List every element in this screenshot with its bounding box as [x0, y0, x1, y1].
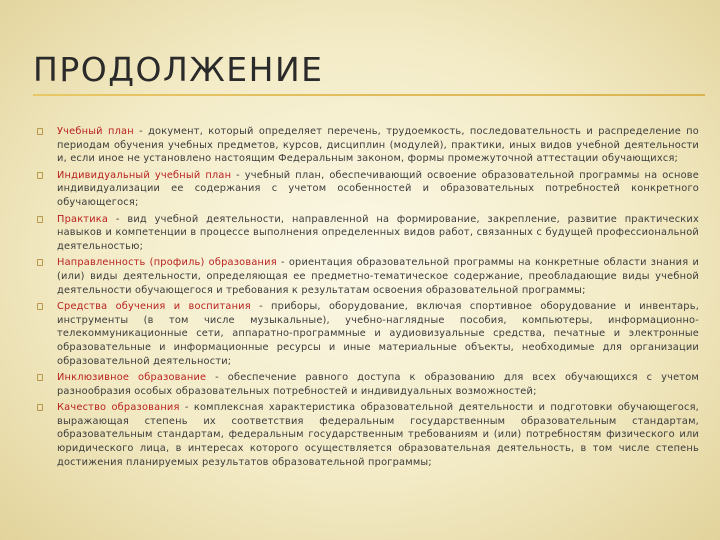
definition-term: Учебный план — [57, 126, 134, 137]
definition-term: Направленность (профиль) образования — [57, 257, 277, 269]
square-bullet-icon — [37, 303, 43, 310]
square-bullet-icon — [37, 216, 43, 223]
definition-text: - учебный план, обеспечивающий освоение образовательной программы на основе индивидуализации ее содержания с учетом особенностей и образовательных потребностей конкретного обучающегося; — [57, 169, 699, 208]
square-bullet-icon — [37, 128, 43, 135]
definition-term: Качество образования — [57, 402, 180, 414]
list-item — [37, 401, 699, 469]
square-bullet-icon — [37, 172, 43, 179]
definition-term: Практика — [57, 213, 109, 225]
page-title: ПРОДОЛЖЕНИЕ — [33, 50, 324, 89]
definition-text: - ориентация образовательной программы на конкретные области знания и (или) виды деятельности, определяющая ее предметно-тематическое содержание, преобладающие виды учебной деятельности обучающегося и требования к результатам освоения образовательной программы; — [57, 257, 700, 296]
definition-text: - приборы, оборудование, включая спортивное оборудование и инвентарь, инструменты (в том числе музыкальные), учебно-наглядные пособия, компьютеры, информационно-телекоммуникационные сети, аппаратно-программные и аудиовизуальные средства, печатные и электронные образовательные и информационные ресурсы и иные материальные объекты, необходимые для организации образовательной деятельности; — [57, 301, 700, 367]
list-item — [37, 300, 699, 368]
list-item — [37, 371, 699, 398]
definition-text: - вид учебной деятельности, направленной на формирование, закрепление, развитие практических навыков и компетенции в процессе выполнения определенных видов работ, связанных с будущей профессиональной деятельностью; — [57, 213, 699, 252]
definition-term: Индивидуальный учебный план — [57, 169, 232, 181]
definition-term: Средства обучения и воспитания — [57, 301, 251, 313]
square-bullet-icon — [37, 259, 43, 266]
definition-term: Инклюзивное образование — [57, 372, 207, 384]
list-item — [37, 213, 699, 254]
list-item — [37, 169, 699, 210]
list-item — [37, 256, 699, 297]
square-bullet-icon — [37, 404, 43, 411]
definition-text: - обеспечение равного доступа к образованию для всех обучающихся с учетом разнообразия особых образовательных потребностей и индивидуальных возможностей; — [57, 372, 699, 397]
square-bullet-icon — [37, 374, 43, 381]
definition-list — [37, 125, 699, 472]
definition-text: - документ, который определяет перечень, трудоемкость, последовательность и распределение по периодам обучения учебных предметов, курсов, дисциплин (модулей), практики, иных видов учебной деятельности и, если иное не установлено настоящим Федеральным законом, формы промежуточной аттестации обучающихся; — [57, 126, 699, 165]
list-item — [37, 125, 699, 166]
definition-text: - комплексная характеристика образовательной деятельности и подготовки обучающегося, выражающая степень их соответствия федеральным государственным образовательным стандартам, образовательным стандартам, федеральным государственным требованиям и (или) потребностям физического или юридического лица, в интересах которого осуществляется образовательная деятельность, в том числе степень достижения планируемых результатов образовательной программы; — [57, 402, 699, 468]
title-divider — [33, 94, 705, 96]
